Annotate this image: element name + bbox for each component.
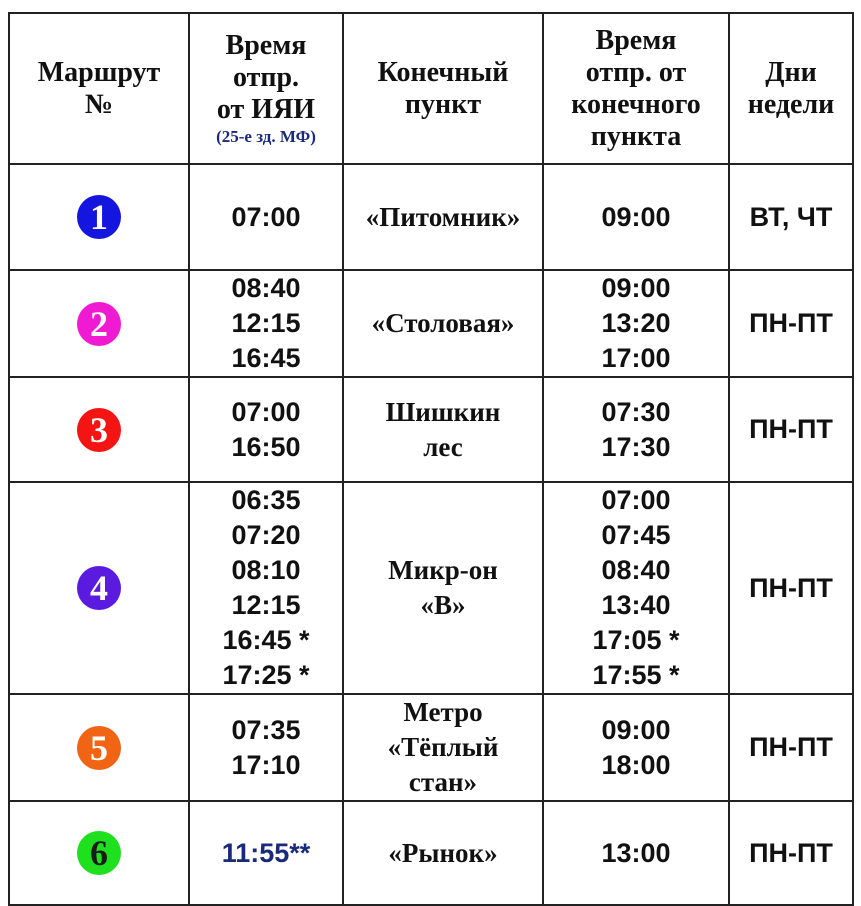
destination-cell: [343, 377, 543, 482]
destination-line: Микр-он: [388, 555, 498, 585]
route-row: [9, 694, 853, 801]
return-time: 07:00: [601, 485, 671, 515]
route-number-badge: 2: [77, 302, 121, 346]
route-row: [9, 377, 853, 482]
return-time: 13:00: [601, 837, 671, 868]
route-number-badge: 4: [77, 566, 121, 610]
header-depart-sublabel: (25-е зд. МФ): [216, 126, 316, 146]
return-time: 09:00: [601, 201, 671, 232]
depart-time: 06:35: [231, 485, 301, 515]
destination-cell: [343, 801, 543, 905]
route-number-badge: 3: [77, 408, 121, 452]
depart-time: 07:00: [231, 201, 301, 232]
route-number-cell: [9, 270, 189, 377]
destination-cell: [343, 270, 543, 377]
destination-cell: [343, 694, 543, 801]
return-time: 09:00: [601, 714, 671, 745]
header-return-line: Время: [595, 24, 677, 56]
header-return: [543, 13, 729, 164]
return-times-cell: [543, 270, 729, 377]
route-number-cell: [9, 694, 189, 801]
header-return-line: пункта: [590, 120, 682, 152]
destination-line: «Питомник»: [365, 201, 521, 232]
return-time: 09:00: [601, 273, 671, 303]
route-number-badge: 1: [77, 195, 121, 239]
days-cell: ПН-ПТ: [729, 377, 853, 482]
return-time: 17:55 *: [592, 660, 680, 690]
header-destination-line: Конечный: [377, 56, 509, 88]
depart-time: 12:15: [231, 590, 301, 620]
depart-times-cell: [189, 482, 343, 694]
return-times-cell: [543, 801, 729, 905]
return-times-cell: [543, 164, 729, 270]
depart-time: 07:00: [231, 396, 301, 427]
depart-time: 07:20: [231, 520, 301, 550]
route-row: [9, 164, 853, 270]
route-number-cell: [9, 377, 189, 482]
destination-line: Метро: [403, 697, 483, 727]
days-cell: ПН-ПТ: [729, 482, 853, 694]
destination-line: стан»: [408, 767, 478, 797]
header-depart-line: от ИЯИ: [216, 93, 316, 125]
route-number-cell: [9, 164, 189, 270]
return-time: 17:00: [601, 343, 671, 373]
days-cell: ПН-ПТ: [729, 270, 853, 377]
return-times-cell: [543, 377, 729, 482]
days-cell: ПН-ПТ: [729, 801, 853, 905]
return-time: 07:30: [601, 396, 671, 427]
header-return-line: конечного: [571, 88, 701, 120]
header-destination: [343, 13, 543, 164]
destination-line: «Столовая»: [371, 308, 515, 338]
depart-times-cell: [189, 801, 343, 905]
route-number-cell: [9, 801, 189, 905]
header-route-line: №: [84, 88, 114, 120]
header-return-line: отпр. от: [585, 56, 687, 88]
return-times-cell: [543, 482, 729, 694]
return-time: 17:05 *: [592, 625, 680, 655]
depart-time: 16:45: [231, 343, 301, 373]
header-depart: [189, 13, 343, 164]
route-row: [9, 801, 853, 905]
header-depart-line: отпр.: [232, 61, 300, 93]
header-route: [9, 13, 189, 164]
header-depart-line: Время: [225, 29, 307, 61]
return-time: 13:20: [601, 308, 671, 338]
return-time: 18:00: [601, 749, 671, 780]
header-row: [9, 13, 853, 164]
days-cell: ВТ, ЧТ: [729, 164, 853, 270]
depart-times-cell: [189, 270, 343, 377]
header-route-line: Маршрут: [37, 56, 161, 88]
route-row: [9, 270, 853, 377]
destination-cell: [343, 164, 543, 270]
depart-times-cell: [189, 164, 343, 270]
header-days-line: Дни: [765, 56, 817, 88]
route-number-badge: 5: [77, 726, 121, 770]
destination-line: Шишкин: [385, 396, 501, 427]
depart-time: 16:45 *: [222, 625, 310, 655]
return-time: 13:40: [601, 590, 671, 620]
route-number-badge: 6: [77, 831, 121, 875]
depart-time: 17:10: [231, 749, 301, 780]
schedule-body: [9, 164, 853, 905]
header-days: [729, 13, 853, 164]
days-cell: ПН-ПТ: [729, 694, 853, 801]
header-days-line: недели: [747, 88, 835, 120]
destination-cell: [343, 482, 543, 694]
destination-line: лес: [423, 431, 463, 462]
route-row: [9, 482, 853, 694]
depart-time: 08:10: [231, 555, 301, 585]
depart-time: 08:40: [231, 273, 301, 303]
return-times-cell: [543, 694, 729, 801]
bus-schedule-table: [8, 12, 854, 906]
header-destination-line: пункт: [404, 88, 482, 120]
depart-time: 16:50: [231, 431, 301, 462]
return-time: 08:40: [601, 555, 671, 585]
destination-line: «Тёплый: [387, 732, 499, 762]
destination-line: «В»: [420, 590, 466, 620]
depart-time: 11:55**: [221, 837, 311, 868]
route-number-cell: [9, 482, 189, 694]
depart-times-cell: [189, 694, 343, 801]
depart-time: 17:25 *: [222, 660, 310, 690]
destination-line: «Рынок»: [388, 837, 498, 868]
depart-time: 12:15: [231, 308, 301, 338]
depart-times-cell: [189, 377, 343, 482]
return-time: 17:30: [601, 431, 671, 462]
depart-time: 07:35: [231, 714, 301, 745]
return-time: 07:45: [601, 520, 671, 550]
